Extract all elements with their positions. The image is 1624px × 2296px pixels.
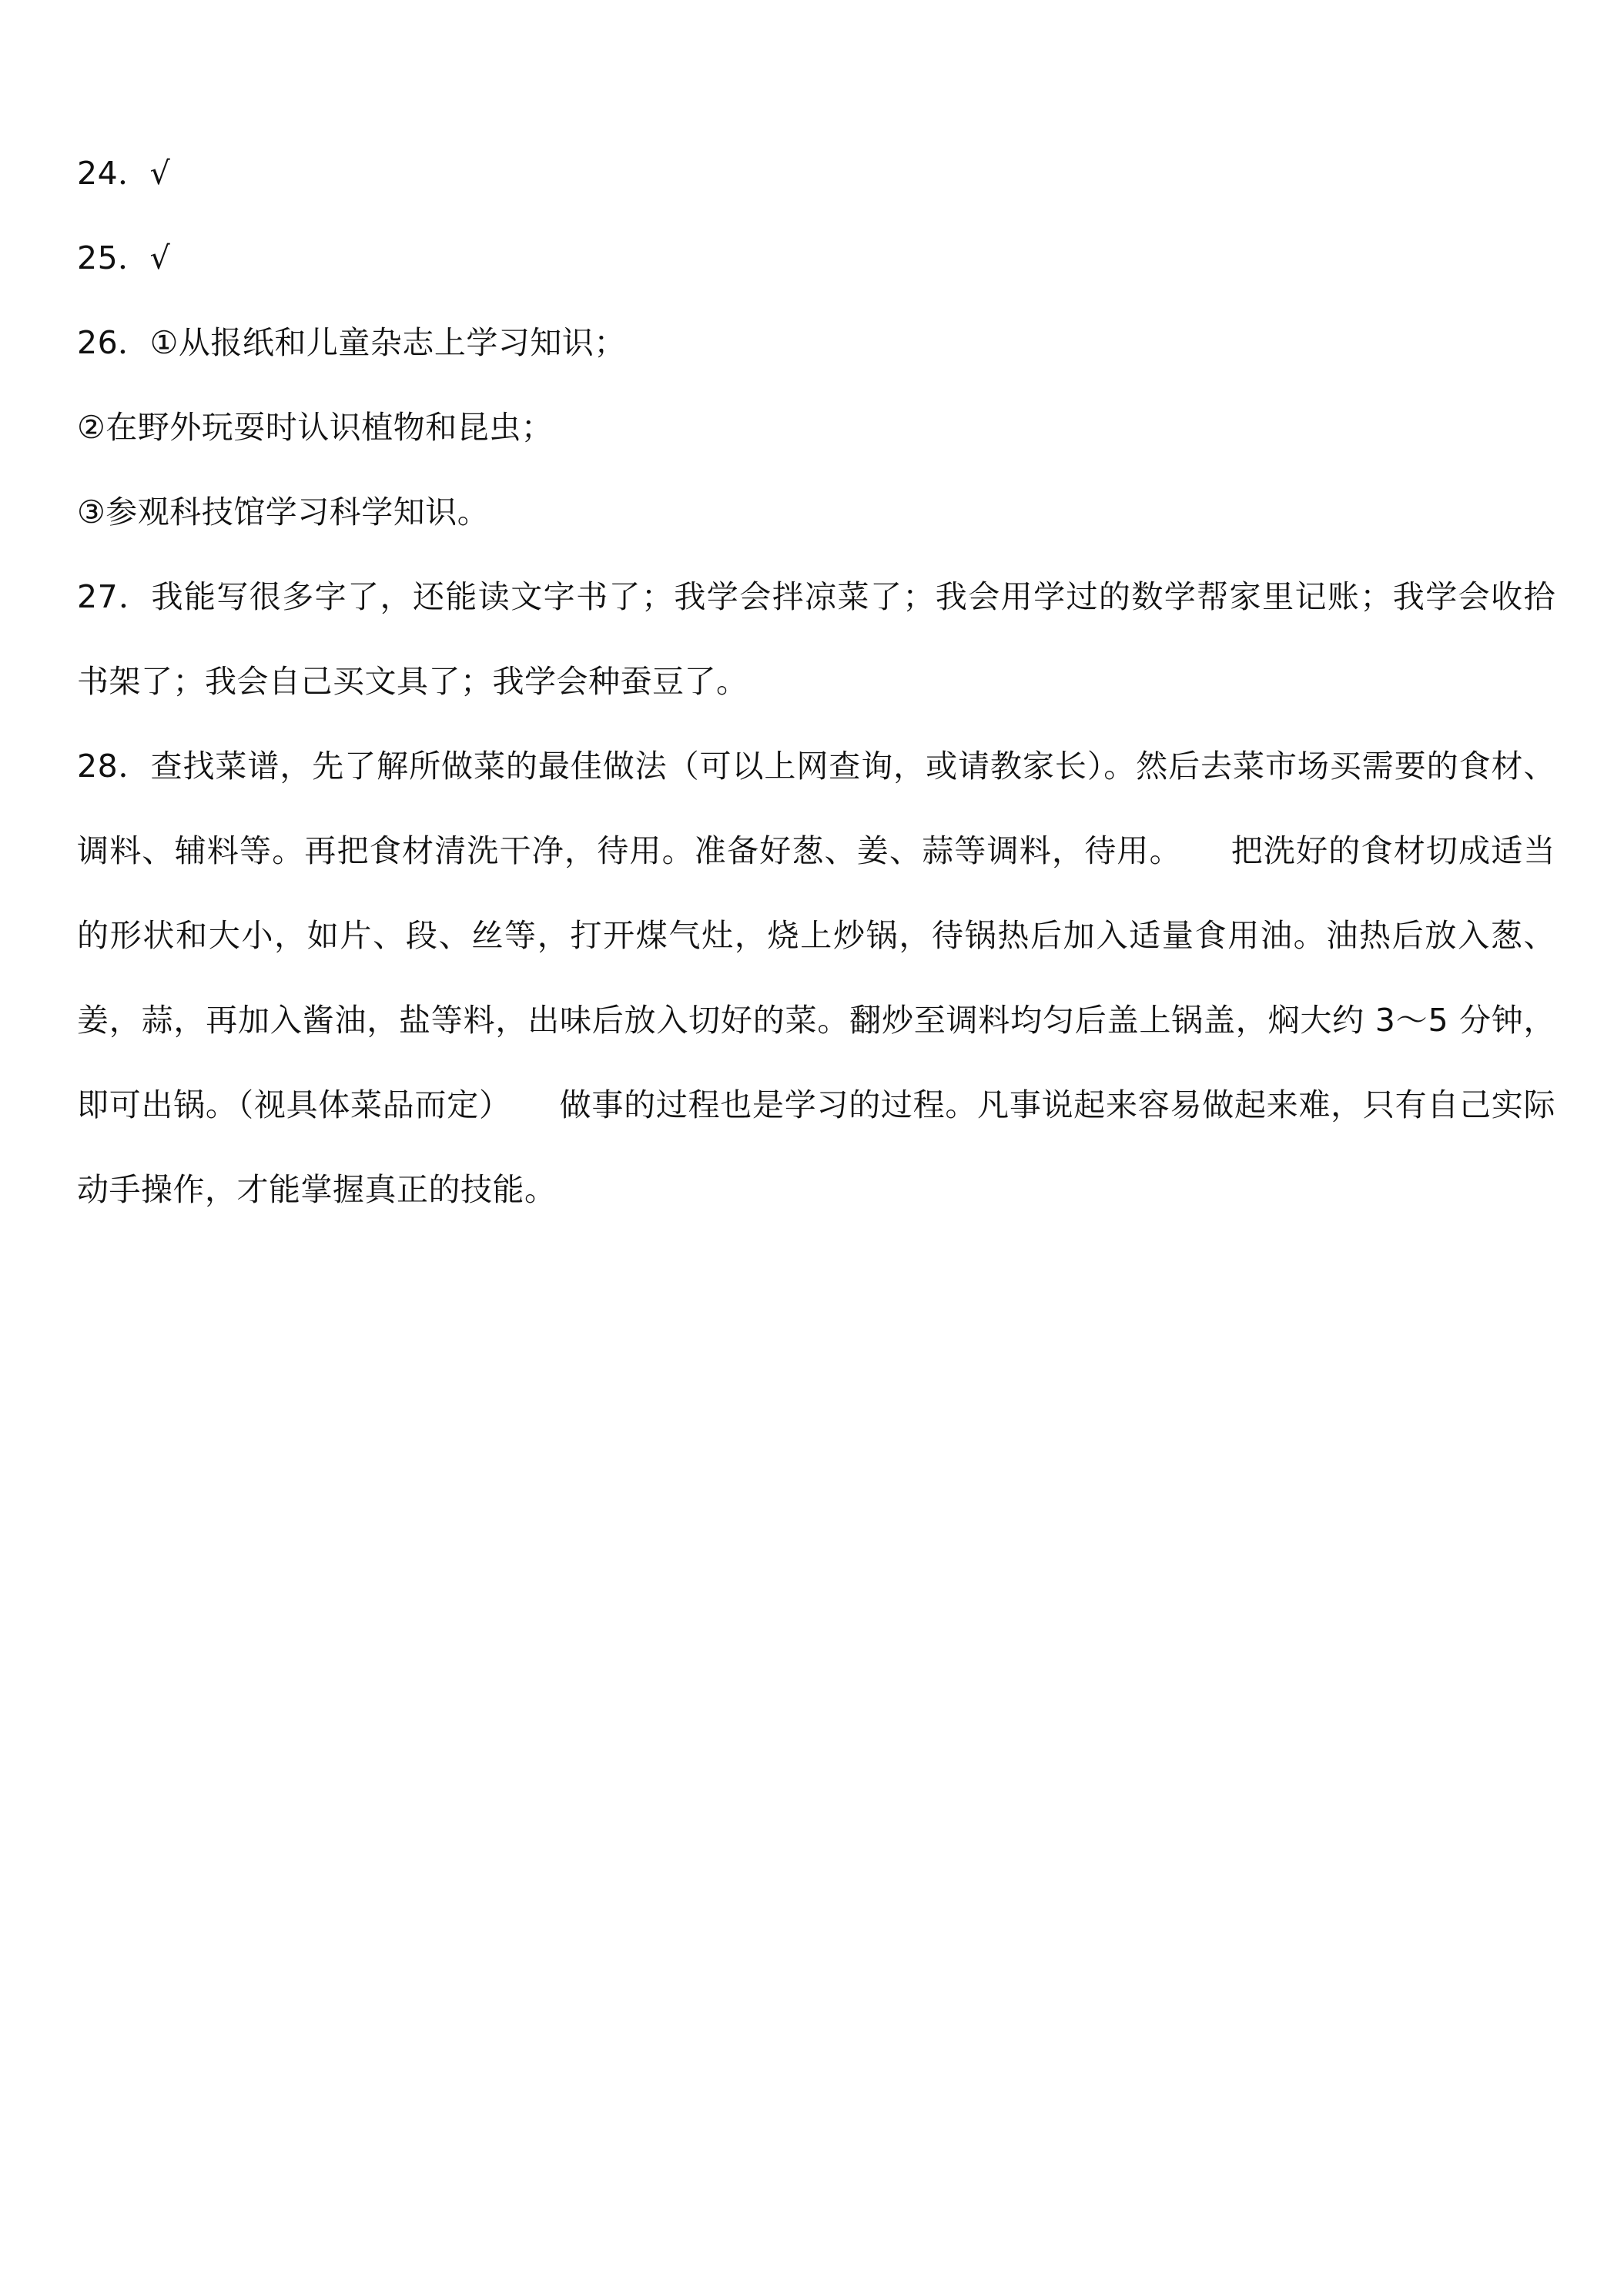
answer-28: 28．查找菜谱，先了解所做菜的最佳做法（可以上网查询，或请教家长）。然后去菜市场买需要的食材、调料、辅料等。再把食材清洗干净，待用。准备好葱、姜、蒜等调料，待用。 把洗好的食材切成适当的形状和大小，如片、段、丝等，打开煤气灶，烧上炒锅，待锅热后加入适量食用油。油热后放入葱、姜，蒜，再加入酱油，盐等料，出味后放入切好的菜。翻炒至调料均匀后盖上锅盖，焖大约 3～5 分钟，即可出锅。（视具体菜品而定） 做事的过程也是学习的过程。凡事说起来容易做起来难，只有自己实际动手操作，才能掌握真正的技能。 [77, 748, 1555, 1208]
answer-25: 25．√ [77, 239, 171, 276]
answer-26-line-3: ③参观科技馆学习科学知识。 [77, 494, 490, 530]
answer-27: 27．我能写很多字了，还能读文字书了；我学会拌凉菜了；我会用学过的数学帮家里记账；我学会收拾书架了；我会自己买文具了；我学会种蚕豆了。 [77, 578, 1555, 700]
answer-list [77, 131, 1555, 1232]
answer-26-line-2: ②在野外玩耍时认识植物和昆虫； [77, 409, 554, 446]
answer-24: 24．√ [77, 155, 171, 192]
answer-26-line-1: 26．①从报纸和儿童杂志上学习知识； [77, 324, 626, 361]
